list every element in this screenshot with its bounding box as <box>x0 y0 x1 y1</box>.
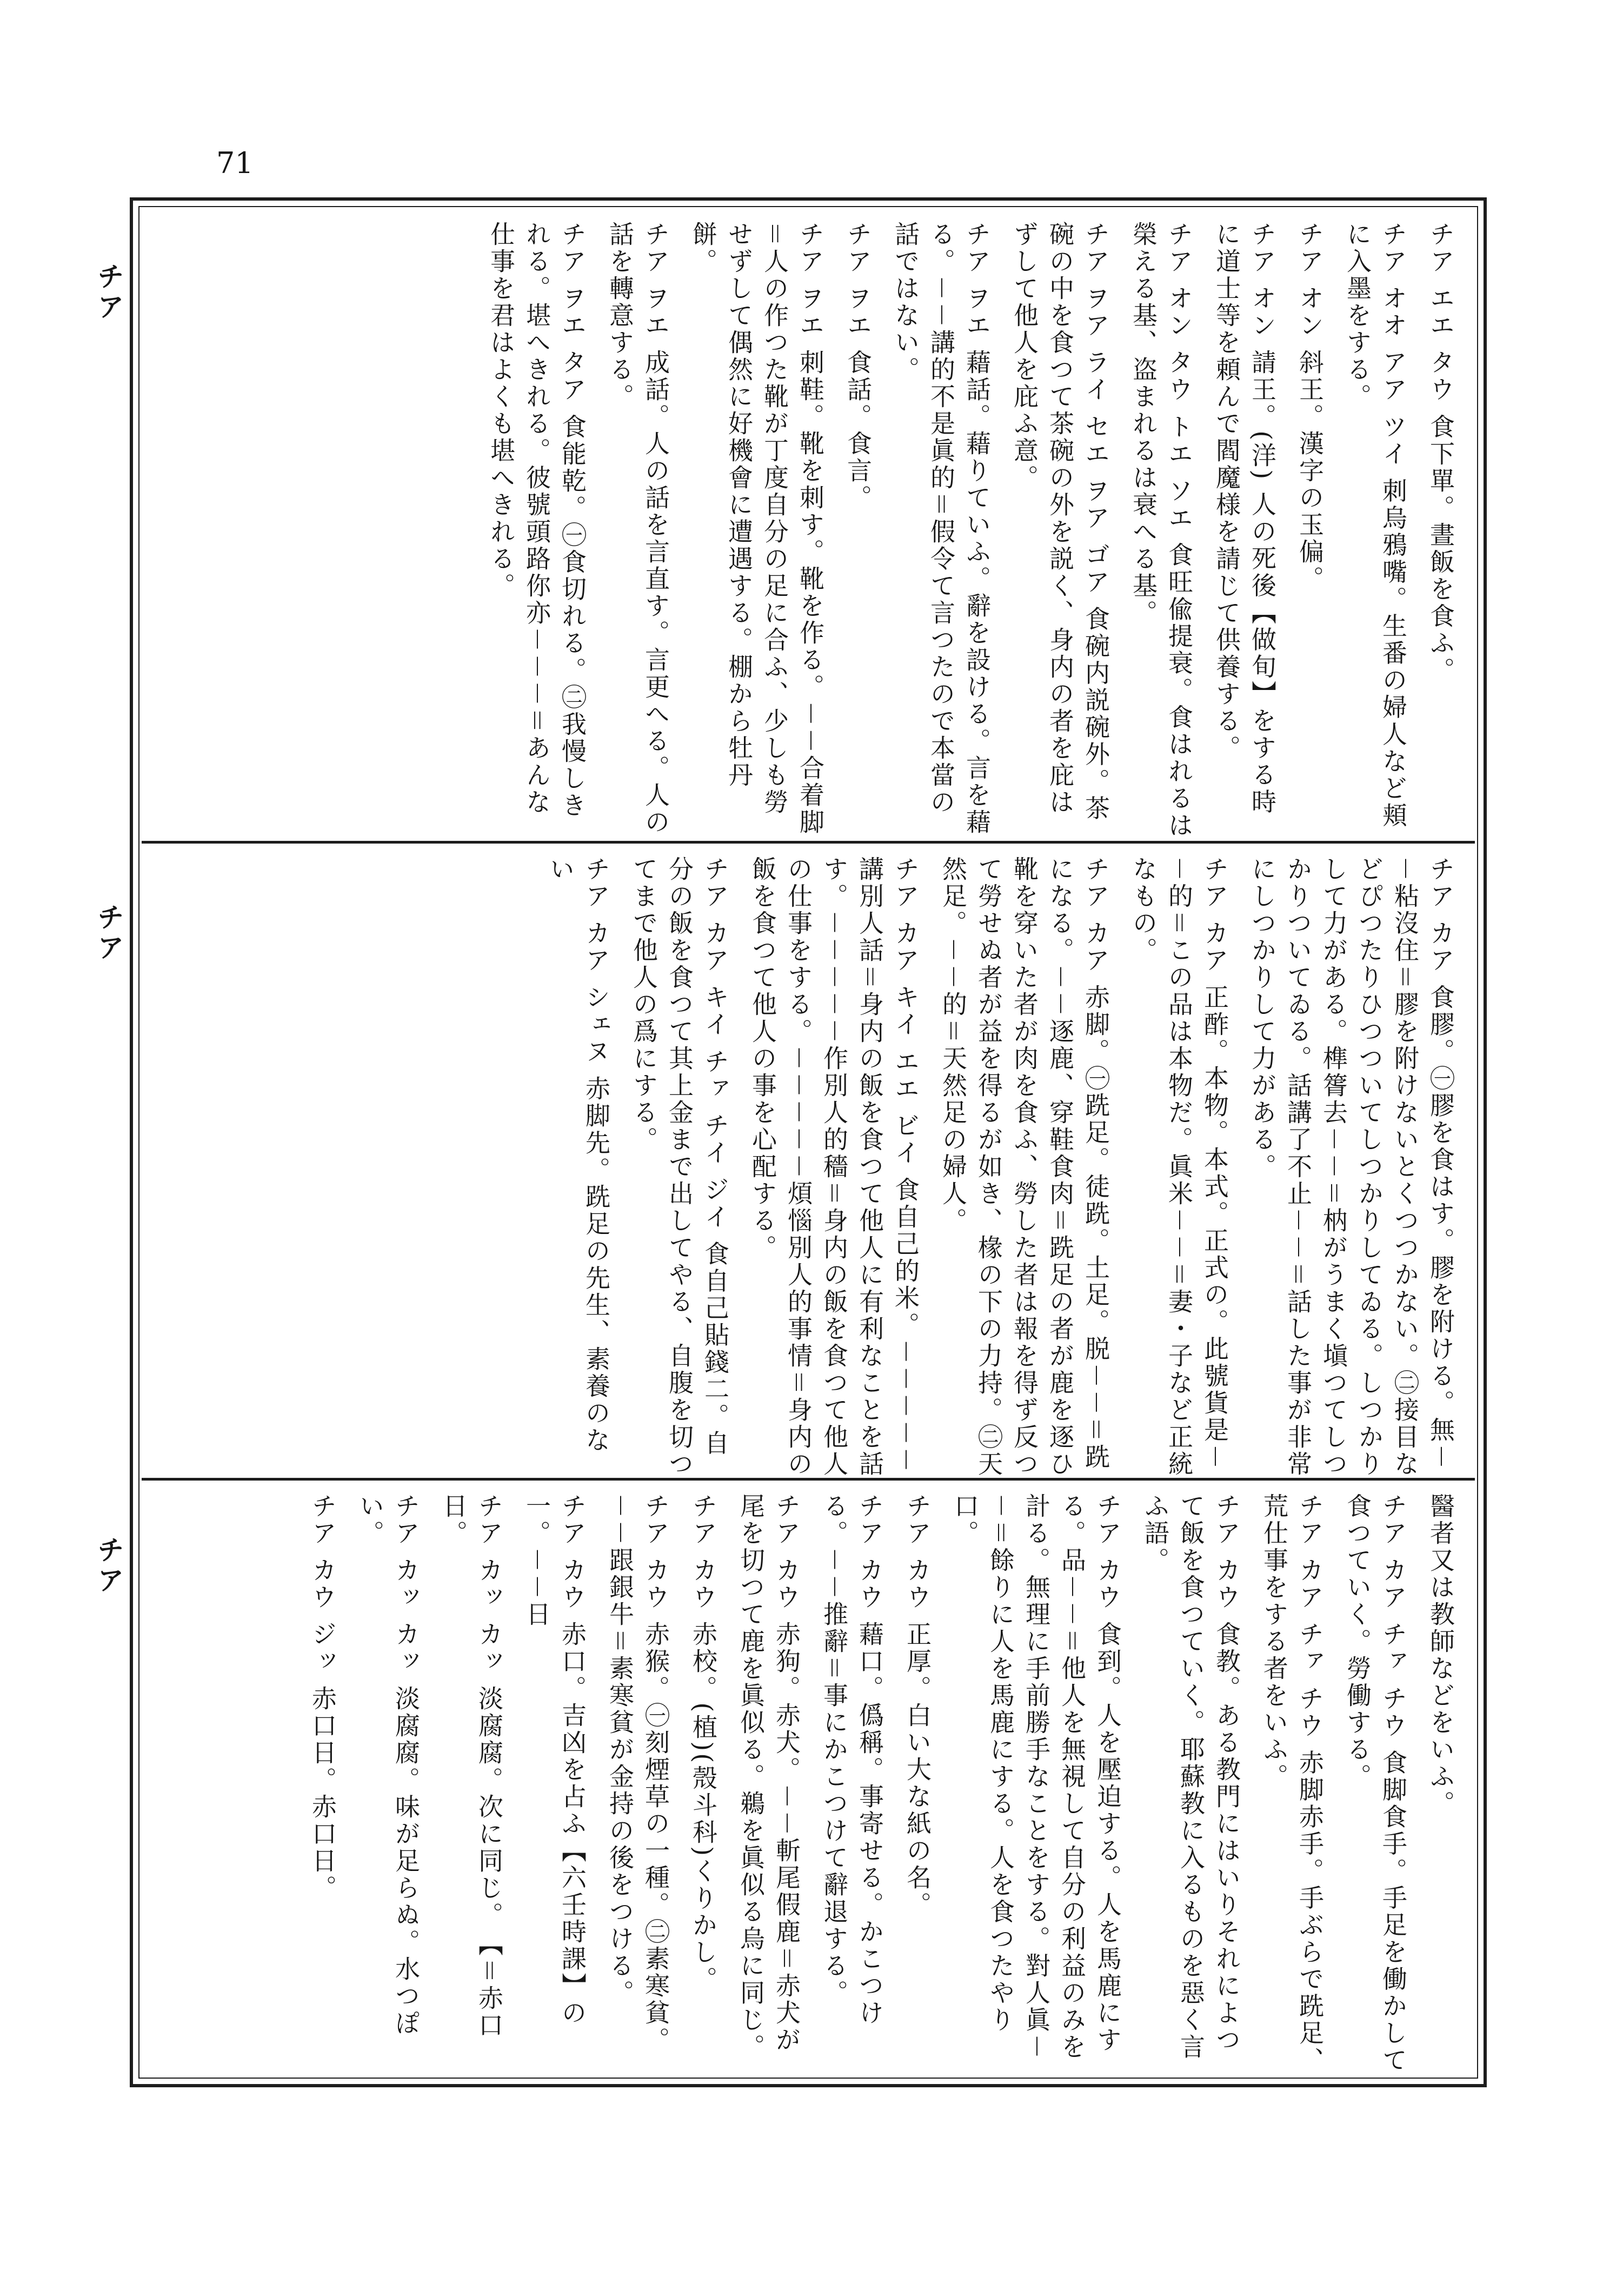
dictionary-entry: チア カウ 赤口。吉凶を占ふ【六壬時課】の一。－－日 <box>522 1493 587 2027</box>
dictionary-entry: チア カア 食膠。㊀膠を食はす。膠を附ける。無－－粘沒住＝膠を附けないとくつつかない。㊁接目などぴつたりひつついてしつかりしてゐる。しつかりして力がある。榫䈝去－－＝枘がうまく塡つてしつかりついてゐる。話講了不止－－＝話した事が非常にしつかりして力がある。 <box>1248 856 1455 1478</box>
dictionary-entry: チア カア 正酢。本物。本式。正式の。此號貨是－－的＝この品は本物だ。眞米－－＝妻・子など正統なもの。 <box>1129 856 1229 1478</box>
dictionary-entry: チア カウ ジッ 赤口日。赤口日。 <box>308 1493 337 1902</box>
section-divider <box>142 1478 1475 1481</box>
margin-label: チア <box>93 903 124 964</box>
dictionary-entry: チア カウ 正厚。白い大な紙の名。 <box>903 1493 932 1919</box>
margin-label: チア <box>93 1536 124 1596</box>
dictionary-frame <box>130 197 1487 2087</box>
dictionary-entry: チア ヲエ 成話。人の話を言直す。言更へる。人の話を轉意する。 <box>606 221 670 837</box>
dictionary-entry: チア カア シェヌ 赤脚先。跣足の先生、素養のない <box>546 856 611 1454</box>
dictionary-entry: チア カウ 食到。人を壓迫する。人を馬鹿にする。品－－＝他人を無視して自分の利益のみを計る。無理に手前勝手なことをする。對人眞－－＝餘りに人を馬鹿にする。人を食つたやり口。 <box>950 1493 1122 2061</box>
dictionary-entry: チア カア キイ エエ ビイ 食自己的米。－－－－－講別人話＝身内の飯を食つて他人に有利なことを話す。－－－－－作別人的穡＝身内の飯を食つて他人の仕事をする。－－－－－煩惱別人的事情＝身内の飯を食つて他人の事を心配する。 <box>748 856 920 1478</box>
dictionary-entry: チア オン 斜王。漢字の玉偏。 <box>1295 221 1325 593</box>
margin-label: チア <box>93 262 124 323</box>
dictionary-entry: チア カア チァ チウ 赤脚赤手。手ぶらで跣足、荒仕事をする者をいふ。 <box>1260 1493 1325 2074</box>
dictionary-entry: チア カウ 食教。ある教門にはいりそれによつて飯を食つていく。耶蘇教に入るものを惡く言ふ語。 <box>1141 1493 1241 2061</box>
dictionary-entry: チア カウ 赤猴。㊀刻煙草の一種。㊁素寒貧。－－跟銀牛＝素寒貧が金持の後をつける。 <box>606 1493 670 2054</box>
dictionary-entry: チア ヲア ライ セエ ヲア ゴア 食碗内説碗外。茶碗の中を食つて茶碗の外を説く、身内の者を庇はずして他人を庇ふ意。 <box>1010 221 1110 822</box>
dictionary-section-bottom <box>142 1481 1475 2079</box>
dictionary-section-middle <box>142 844 1475 1478</box>
dictionary-entry: チア カウ 赤校。(植)(殼斗科)くりかし。 <box>689 1493 718 1994</box>
dictionary-entry: チア カア 赤脚。㊀跣足。徒跣。土足。脱－－＝跣になる。－－逐鹿、穿鞋食肉＝跣足の者が鹿を逐ひ靴を穿いた者が肉を食ふ、勞した者は報を得ず反つて勞せぬ者が益を得るが如き、椽の下の力持。㊁天然足。－－的＝天然足の婦人。 <box>939 856 1110 1478</box>
dictionary-entry: チア ヲエ タア 食能乾。㊀食切れる。㊁我慢しきれる。堪へきれる。彼號頭路你亦－－－＝あんな仕事を君はよくも堪へきれる。 <box>487 221 587 819</box>
dictionary-entry: チア ヲエ 刺鞋。靴を刺す。靴を作る。－－合着脚＝人の作つた靴が丁度自分の足に合ふ、少しも勞せずして偶然に好機會に遭遇する。棚から牡丹餅。 <box>689 221 825 837</box>
dictionary-entry: チア カッ カッ 淡腐腐。味が足らぬ。水つぽい。 <box>356 1493 421 2037</box>
dictionary-entry: チア エエ タウ 食下單。晝飯を食ふ。 <box>1426 221 1455 684</box>
section-divider <box>142 841 1475 844</box>
dictionary-entry: チア オン タウ トエ ソエ 食旺偸提衰。食はれるは榮える基、盗まれるは衰へる基。 <box>1129 221 1194 840</box>
dictionary-entry: チア ヲエ 藉話。藉りていふ。辭を設ける。言を藉る。－－講的不是眞的＝假令て言つたので本當の話ではない。 <box>891 221 992 837</box>
dictionary-entry: チア オオ アア ツイ 刺烏鴉嘴。生番の婦人など頬に入墨をする。 <box>1343 221 1408 830</box>
dictionary-entry: チア カウ 赤狗。赤犬。－－斬尾假鹿＝赤犬が尾を切つて鹿を眞似る。鵜を眞似る烏に同じ。 <box>736 1493 801 2061</box>
page-number: 71 <box>216 146 254 180</box>
dictionary-entry: チア オン 請王。(洋) 人の死後【做旬】をする時に道士等を頼んで閻魔様を請じて供養する。 <box>1212 221 1277 816</box>
dictionary-section-top <box>142 209 1475 841</box>
dictionary-entry: チア カア チァ チウ 食脚食手。手足を働かして食つていく。勞働する。 <box>1343 1493 1408 2074</box>
dictionary-entry: チア カア キイ チァ チイ ジイ 食自己貼錢二。自分の飯を食つて其上金まで出してやる、自腹を切つてまで他人の爲にする。 <box>629 856 730 1478</box>
dictionary-entry: チア カッ カッ 淡腐腐。次に同じ。 【＝赤口日。 <box>439 1493 504 2039</box>
dictionary-entry: 醫者又は教師などをいふ。 <box>1426 1493 1455 1817</box>
dictionary-entry: チア ヲエ 食話。食言。 <box>843 221 873 512</box>
dictionary-entry: チア カウ 藉口。僞稱。事寄せる。かこつける。－－推辭＝事にかこつけて辭退する。 <box>820 1493 884 2027</box>
